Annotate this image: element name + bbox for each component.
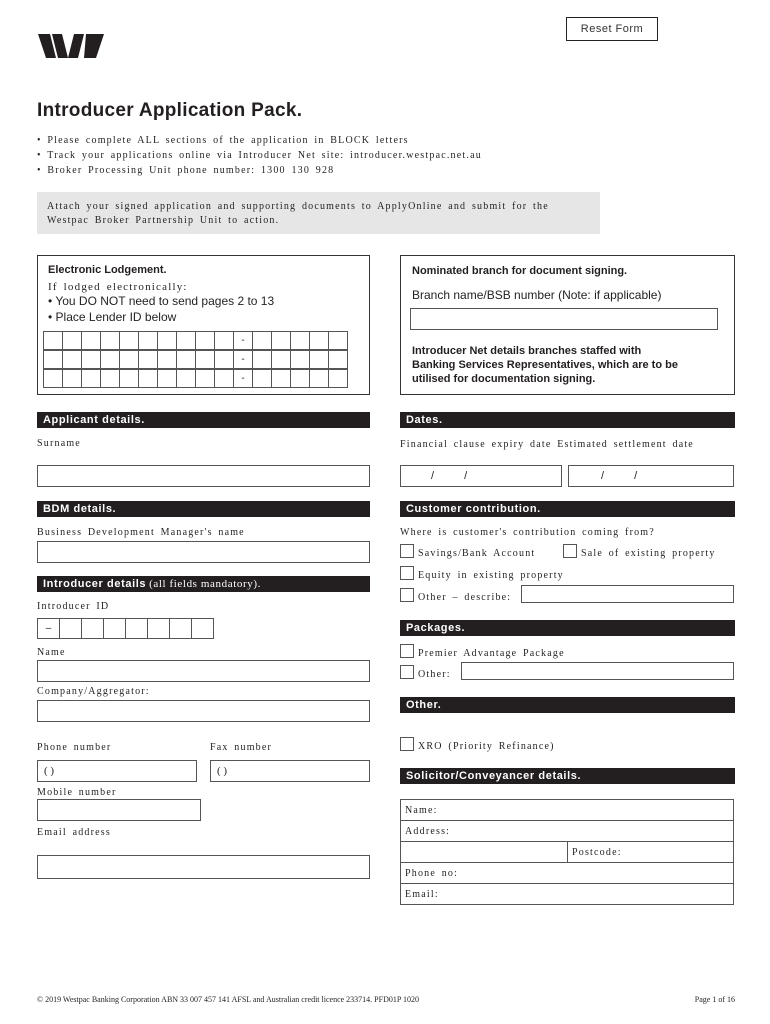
solicitor-details-bar: Solicitor/Conveyancer details. <box>400 768 735 784</box>
lender-id-cell[interactable] <box>290 331 310 350</box>
lender-id-cell[interactable] <box>62 350 82 369</box>
lender-id-cell: - <box>233 369 253 388</box>
reset-form-button[interactable]: Reset Form <box>566 17 658 41</box>
contribution-other-checkbox[interactable] <box>400 588 414 602</box>
company-label: Company/Aggregator: <box>37 686 150 697</box>
fax-label: Fax number <box>210 742 273 753</box>
lender-id-cell[interactable] <box>119 350 139 369</box>
lender-id-cell[interactable] <box>157 350 177 369</box>
lender-id-cell[interactable] <box>119 331 139 350</box>
lender-id-cell[interactable] <box>157 369 177 388</box>
phone-input[interactable]: ( ) <box>37 760 197 782</box>
bdm-details-bar: BDM details. <box>37 501 370 517</box>
instruction-bullet: • Track your applications online via Introducer Net site: introducer.westpac.net.au <box>37 150 482 161</box>
lodgement-bullet: • Place Lender ID below <box>48 310 177 324</box>
company-input[interactable] <box>37 700 370 722</box>
branch-note: Introducer Net details branches staffed with Banking Services Representatives, which are to be utilised for documentation signing. <box>412 345 678 385</box>
name-input[interactable] <box>37 660 370 682</box>
lender-id-cell[interactable] <box>157 331 177 350</box>
package-other-input[interactable] <box>461 662 734 680</box>
lender-id-cell[interactable] <box>328 331 348 350</box>
lender-id-cell[interactable] <box>271 369 291 388</box>
introducer-id-cell[interactable] <box>125 618 148 639</box>
lender-id-cell[interactable] <box>62 331 82 350</box>
branch-title: Nominated branch for document signing. <box>412 265 628 277</box>
other-bar: Other. <box>400 697 735 713</box>
surname-input[interactable] <box>37 465 370 487</box>
lender-id-cell[interactable] <box>309 331 329 350</box>
solicitor-postcode-input[interactable]: Postcode: <box>567 841 734 863</box>
savings-label: Savings/Bank Account <box>418 548 536 559</box>
lender-id-cell[interactable] <box>81 369 101 388</box>
mobile-input[interactable] <box>37 799 201 821</box>
branch-bsb-input[interactable] <box>410 308 718 330</box>
lender-id-cell[interactable] <box>195 350 215 369</box>
premier-package-label: Premier Advantage Package <box>418 648 565 659</box>
lender-id-cell[interactable] <box>214 331 234 350</box>
lender-id-cell[interactable] <box>195 369 215 388</box>
lender-id-cell[interactable] <box>100 350 120 369</box>
solicitor-email-input[interactable]: Email: <box>400 883 734 905</box>
lender-id-row <box>43 369 347 388</box>
xro-checkbox[interactable] <box>400 737 414 751</box>
westpac-logo <box>38 34 104 58</box>
dates-label: Financial clause expiry date Estimated settlement date <box>400 439 694 450</box>
contribution-other-label: Other – describe: <box>418 592 512 603</box>
mobile-label: Mobile number <box>37 787 117 798</box>
instruction-bullet: • Broker Processing Unit phone number: 1300 130 928 <box>37 165 335 176</box>
lender-id-cell[interactable] <box>252 369 272 388</box>
equity-label: Equity in existing property <box>418 570 564 581</box>
introducer-id-cell: – <box>37 618 60 639</box>
lender-id-cell[interactable] <box>214 369 234 388</box>
lender-id-cell[interactable] <box>309 369 329 388</box>
lender-id-row <box>43 331 347 350</box>
lender-id-cell[interactable] <box>271 331 291 350</box>
lender-id-cell[interactable] <box>100 331 120 350</box>
introducer-id-cell[interactable] <box>169 618 192 639</box>
lender-id-cell[interactable] <box>176 331 196 350</box>
solicitor-address-line2-input[interactable] <box>400 841 568 863</box>
lender-id-cell[interactable] <box>309 350 329 369</box>
solicitor-address-input[interactable]: Address: <box>400 820 734 842</box>
introducer-id-cell[interactable] <box>191 618 214 639</box>
footer-legal: © 2019 Westpac Banking Corporation ABN 33 007 457 141 AFSL and Australian credit licence 233714. PFD01P 1020 <box>37 995 419 1004</box>
sale-property-label: Sale of existing property <box>581 548 716 559</box>
contribution-other-input[interactable] <box>521 585 734 603</box>
lender-id-cell: - <box>233 331 253 350</box>
lender-id-cell[interactable] <box>81 350 101 369</box>
introducer-id-row <box>37 618 213 639</box>
introducer-id-cell[interactable] <box>147 618 170 639</box>
lender-id-cell[interactable] <box>290 369 310 388</box>
financial-clause-date-input[interactable]: / / <box>400 465 562 487</box>
solicitor-name-input[interactable]: Name: <box>400 799 734 821</box>
lender-id-cell[interactable] <box>138 331 158 350</box>
lender-id-cell[interactable] <box>271 350 291 369</box>
lender-id-cell[interactable] <box>290 350 310 369</box>
page-title: Introducer Application Pack. <box>37 100 303 121</box>
bdm-name-input[interactable] <box>37 541 370 563</box>
customer-contribution-bar: Customer contribution. <box>400 501 735 517</box>
lender-id-cell[interactable] <box>138 350 158 369</box>
lender-id-cell[interactable] <box>195 331 215 350</box>
introducer-id-cell[interactable] <box>81 618 104 639</box>
solicitor-phone-input[interactable]: Phone no: <box>400 862 734 884</box>
fax-input[interactable]: ( ) <box>210 760 370 782</box>
lender-id-cell[interactable] <box>138 369 158 388</box>
branch-label: Branch name/BSB number (Note: if applicable) <box>412 288 662 302</box>
equity-checkbox[interactable] <box>400 566 414 580</box>
xro-label: XRO (Priority Refinance) <box>418 741 555 752</box>
lender-id-cell[interactable] <box>252 331 272 350</box>
name-label: Name <box>37 647 66 658</box>
lender-id-cell[interactable] <box>328 350 348 369</box>
premier-package-checkbox[interactable] <box>400 644 414 658</box>
instruction-bullet: • Please complete ALL sections of the application in BLOCK letters <box>37 135 409 146</box>
sale-property-checkbox[interactable] <box>563 544 577 558</box>
lender-id-cell[interactable] <box>119 369 139 388</box>
email-label: Email address <box>37 827 111 838</box>
surname-label: Surname <box>37 438 81 449</box>
phone-label: Phone number <box>37 742 112 753</box>
introducer-id-label: Introducer ID <box>37 601 110 612</box>
lender-id-cell[interactable] <box>328 369 348 388</box>
contribution-question: Where is customer's contribution coming from? <box>400 527 655 538</box>
bdm-name-label: Business Development Manager's name <box>37 527 245 538</box>
submission-notice: Attach your signed application and supporting documents to ApplyOnline and submit for the Westpac Broker Partnership Unit to action. <box>37 192 600 234</box>
introducer-details-bar: Introducer details (all fields mandatory). <box>37 576 370 592</box>
lender-id-cell[interactable] <box>43 350 63 369</box>
lodgement-title: Electronic Lodgement. <box>48 264 167 276</box>
package-other-checkbox[interactable] <box>400 665 414 679</box>
lender-id-row <box>43 350 347 369</box>
lender-id-cell[interactable] <box>43 331 63 350</box>
dates-bar: Dates. <box>400 412 735 428</box>
introducer-id-cell[interactable] <box>103 618 126 639</box>
package-other-label: Other: <box>418 669 451 680</box>
lender-id-cell[interactable] <box>43 369 63 388</box>
lender-id-cell[interactable] <box>62 369 82 388</box>
lodgement-bullet: • You DO NOT need to send pages 2 to 13 <box>48 294 275 308</box>
settlement-date-input[interactable]: / / <box>568 465 734 487</box>
email-input[interactable] <box>37 855 370 879</box>
lender-id-cell[interactable] <box>100 369 120 388</box>
lender-id-cell: - <box>233 350 253 369</box>
lender-id-cell[interactable] <box>176 350 196 369</box>
savings-checkbox[interactable] <box>400 544 414 558</box>
lender-id-cell[interactable] <box>252 350 272 369</box>
applicant-details-bar: Applicant details. <box>37 412 370 428</box>
page-number: Page 1 of 16 <box>694 995 735 1004</box>
lodgement-intro: If lodged electronically: <box>48 281 188 293</box>
packages-bar: Packages. <box>400 620 735 636</box>
lender-id-cell[interactable] <box>176 369 196 388</box>
lender-id-cell[interactable] <box>214 350 234 369</box>
introducer-id-cell[interactable] <box>59 618 82 639</box>
lender-id-cell[interactable] <box>81 331 101 350</box>
